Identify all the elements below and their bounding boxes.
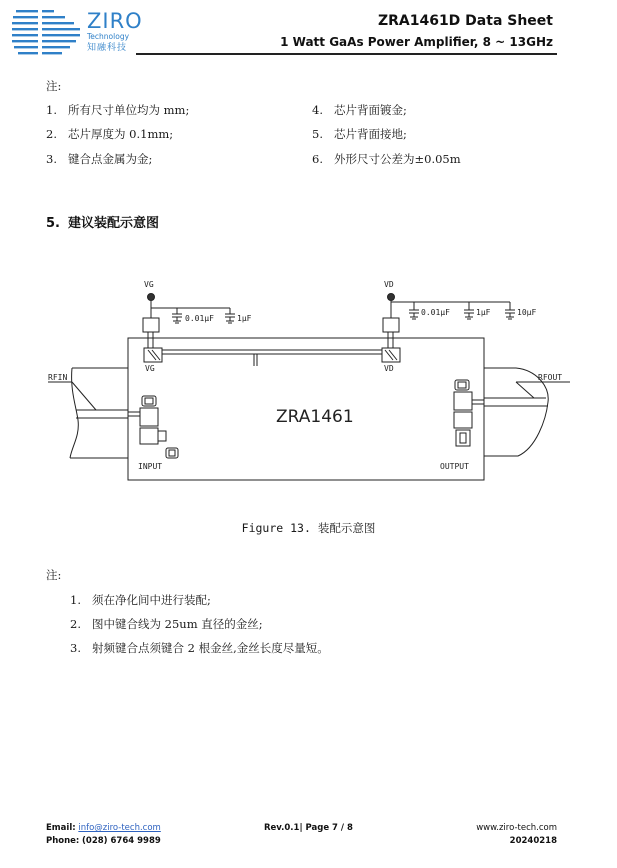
footer-page-number: Rev.0.1| Page 7 / 8 [264,823,353,833]
footer-website-link[interactable]: www.ziro-tech.com [476,823,557,833]
vd-pad [382,348,400,362]
note-item: 5. 芯片背面接地; [312,127,407,141]
document-title: ZRA1461D Data Sheet [377,13,553,29]
vd-capacitor-icon [505,302,515,319]
input-label: INPUT [138,462,163,471]
vg-capacitor-icon [225,308,235,323]
figure-caption: Figure 13. 装配示意图 [241,521,376,535]
vd-pad-label: VD [384,364,394,373]
footer-phone [46,836,161,846]
vd-capacitor-icon [464,302,474,319]
footer-date: 20240218 [509,836,557,846]
document-subtitle: 1 Watt GaAs Power Amplifier, 8 ~ 13GHz [280,35,553,49]
vg-cap-label: 0.01μF [185,314,214,323]
note-item: 2. 图中键合线为 25um 直径的金丝; [70,617,263,631]
vd-capacitor-icon [409,302,419,319]
logo-chinese-name: 知融科技 [87,43,128,53]
note-item: 1. 所有尺寸单位均为 mm; [46,103,190,117]
chip-label: ZRA1461 [276,407,354,427]
section-heading: 5. 建议装配示意图 [46,216,160,231]
footer-phone-number: (028) 6764 9989 [82,836,161,846]
output-label: OUTPUT [440,462,469,471]
note-item: 6. 外形尺寸公差为±0.05m [312,152,461,166]
output-cap-bottom [456,430,470,446]
footer-email-label: Email: [46,823,76,833]
footer-email-link[interactable]: info@ziro-tech.com [78,823,161,833]
note-item: 2. 芯片厚度为 0.1mm; [46,127,174,141]
assembly-diagram [40,270,580,490]
vd-cap-label: 10μF [517,308,537,317]
note-item: 4. 芯片背面镀金; [312,103,407,117]
vd-cap-label: 1μF [476,308,491,317]
vd-supply-label: VD [384,280,394,289]
vd-cap-label: 0.01μF [421,308,450,317]
header-divider [136,53,557,55]
note-item: 3. 键合点金属为金; [46,152,153,166]
output-pad [454,412,472,428]
logo-subtitle: Technology [87,32,130,41]
notes-top-label: 注: [46,79,62,93]
input-dc-block [140,408,158,426]
note-item: 3. 射频键合点须键合 2 根金丝,金丝长度尽量短。 [70,641,329,655]
vg-capacitor-icon [172,308,182,323]
footer-phone-label: Phone: [46,836,80,846]
rfout-label: RFOUT [538,373,563,382]
vg-supply-label: VG [144,280,154,289]
output-dc-block [454,392,472,410]
footer-email [46,823,161,833]
rfin-label: RFIN [48,373,68,382]
logo-wordmark: ZIRO [87,9,143,33]
vg-terminal-icon [148,294,155,301]
notes-bottom-label: 注: [46,568,62,582]
vg-cap-label: 1μF [237,314,252,323]
vg-bypass-chip [143,318,159,332]
note-item: 1. 须在净化间中进行装配; [70,593,211,607]
vd-terminal-icon [388,294,395,301]
vg-pad-label: VG [145,364,155,373]
input-pad [140,428,158,444]
vd-bypass-chip [383,318,399,332]
